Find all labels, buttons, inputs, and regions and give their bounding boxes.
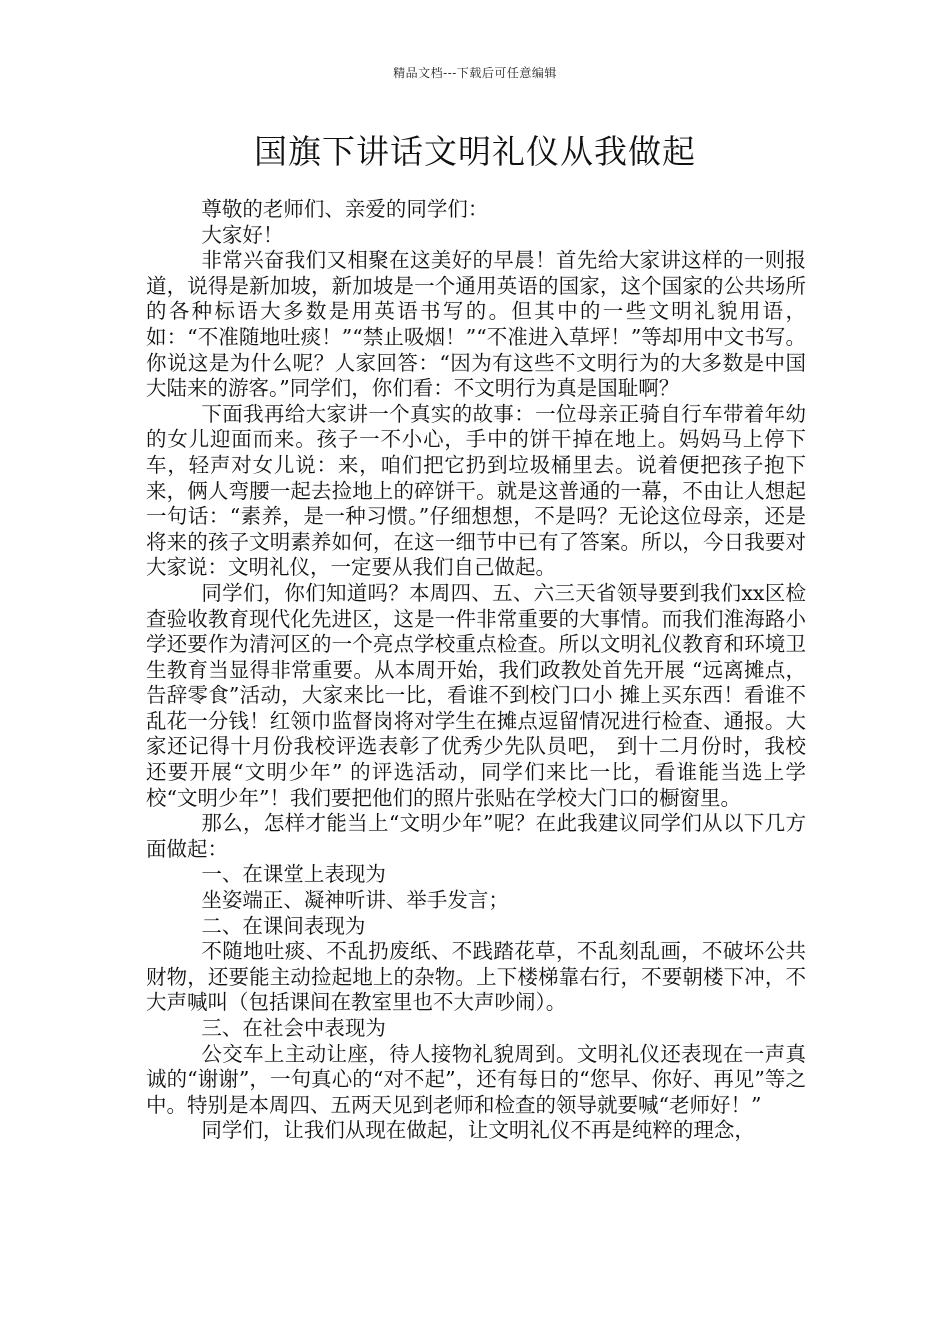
paragraph: 同学们，让我们从现在做起，让文明礼仪不再是纯粹的理念， bbox=[201, 1118, 755, 1143]
paragraph: 不随地吐痰、不乱扔废纸、不践踏花草，不乱刻乱画，不破坏公共财物，还要能主动捡起地上的杂物。上下楼梯靠右行，不要朝楼下冲，不大声喊叫（包括课间在教室里也不大声吵闹）。 bbox=[146, 939, 806, 1015]
header-note: 精品文档---下载后可任意编辑 bbox=[393, 66, 557, 80]
document-body bbox=[146, 197, 806, 1144]
paragraph-greeting: 大家好！ bbox=[201, 222, 284, 247]
paragraph: 同学们，你们知道吗？本周四、五、六三天省领导要到我们xx区检查验收教育现代化先进区，这是一件非常重要的大事情。而我们淮海路小学还要作为清河区的一个亮点学校重点检查。所以文明礼仪教育和环境卫生教育当显得非常重要。从本周开始，我们政教处首先开展 “远离摊点，告辞零食”活动，大家来比一比，看谁不到校门口小 摊上买东西！看谁不乱花一分钱！红领巾监督岗将对学生在摊点逗留情况进行检查、通报。大家还记得十月份我校评选表彰了优秀少先队员吧， 到十二月份时，我校还要开展“文明少年” 的评选活动，同学们来比一比，看谁能当选上学校“文明少年”！我们要把他们的照片张贴在学校大门口的橱窗里。 bbox=[146, 580, 806, 810]
paragraph-salutation: 尊敬的老师们、亲爱的同学们： bbox=[201, 197, 489, 221]
document-title: 国旗下讲话文明礼仪从我做起 bbox=[254, 132, 696, 171]
paragraph: 坐姿端正、凝神听讲、举手发言； bbox=[201, 888, 509, 913]
section-heading: 二、在课间表现为 bbox=[201, 913, 366, 938]
paragraph: 那么，怎样才能当上“文明少年”呢？在此我建议同学们从以下几方面做起： bbox=[146, 811, 806, 861]
paragraph: 公交车上主动让座，待人接物礼貌周到。文明礼仪还表现在一声真诚的“谢谢”，一句真心的“对不起”，还有每日的“您早、你好、再见”等之中。特别是本周四、五两天见到老师和检查的领导就要喊“老师好！” bbox=[146, 1041, 806, 1117]
paragraph: 下面我再给大家讲一个真实的故事：一位母亲正骑自行车带着年幼的女儿迎面而来。孩子一不小心，手中的饼干掉在地上。妈妈马上停下车，轻声对女儿说：来，咱们把它扔到垃圾桶里去。说着便把孩子抱下来，俩人弯腰一起去捡地上的碎饼干。就是这普通的一幕，不由让人想起一句话：“素养，是一种习惯。”仔细想想，不是吗？无论这位母亲，还是将来的孩子文明素养如何，在这一细节中已有了答案。所以，今日我要对大家说：文明礼仪，一定要从我们自己做起。 bbox=[146, 401, 806, 580]
paragraph: 非常兴奋我们又相聚在这美好的早晨！首先给大家讲这样的一则报道，说得是新加坡，新加坡是一个通用英语的国家，这个国家的公共场所的各种标语大多数是用英语书写的。但其中的一些文明礼貌用语，如：“不准随地吐痰！”“禁止吸烟！”“不准进入草坪！”等却用中文书写。你说这是为什么呢？人家回答：“因为有这些不文明行为的大多数是中国大陆来的游客。”同学们，你们看：不文明行为真是国耻啊？ bbox=[146, 248, 806, 401]
section-heading: 三、在社会中表现为 bbox=[201, 1016, 386, 1040]
section-heading: 一、在课堂上表现为 bbox=[201, 862, 386, 887]
